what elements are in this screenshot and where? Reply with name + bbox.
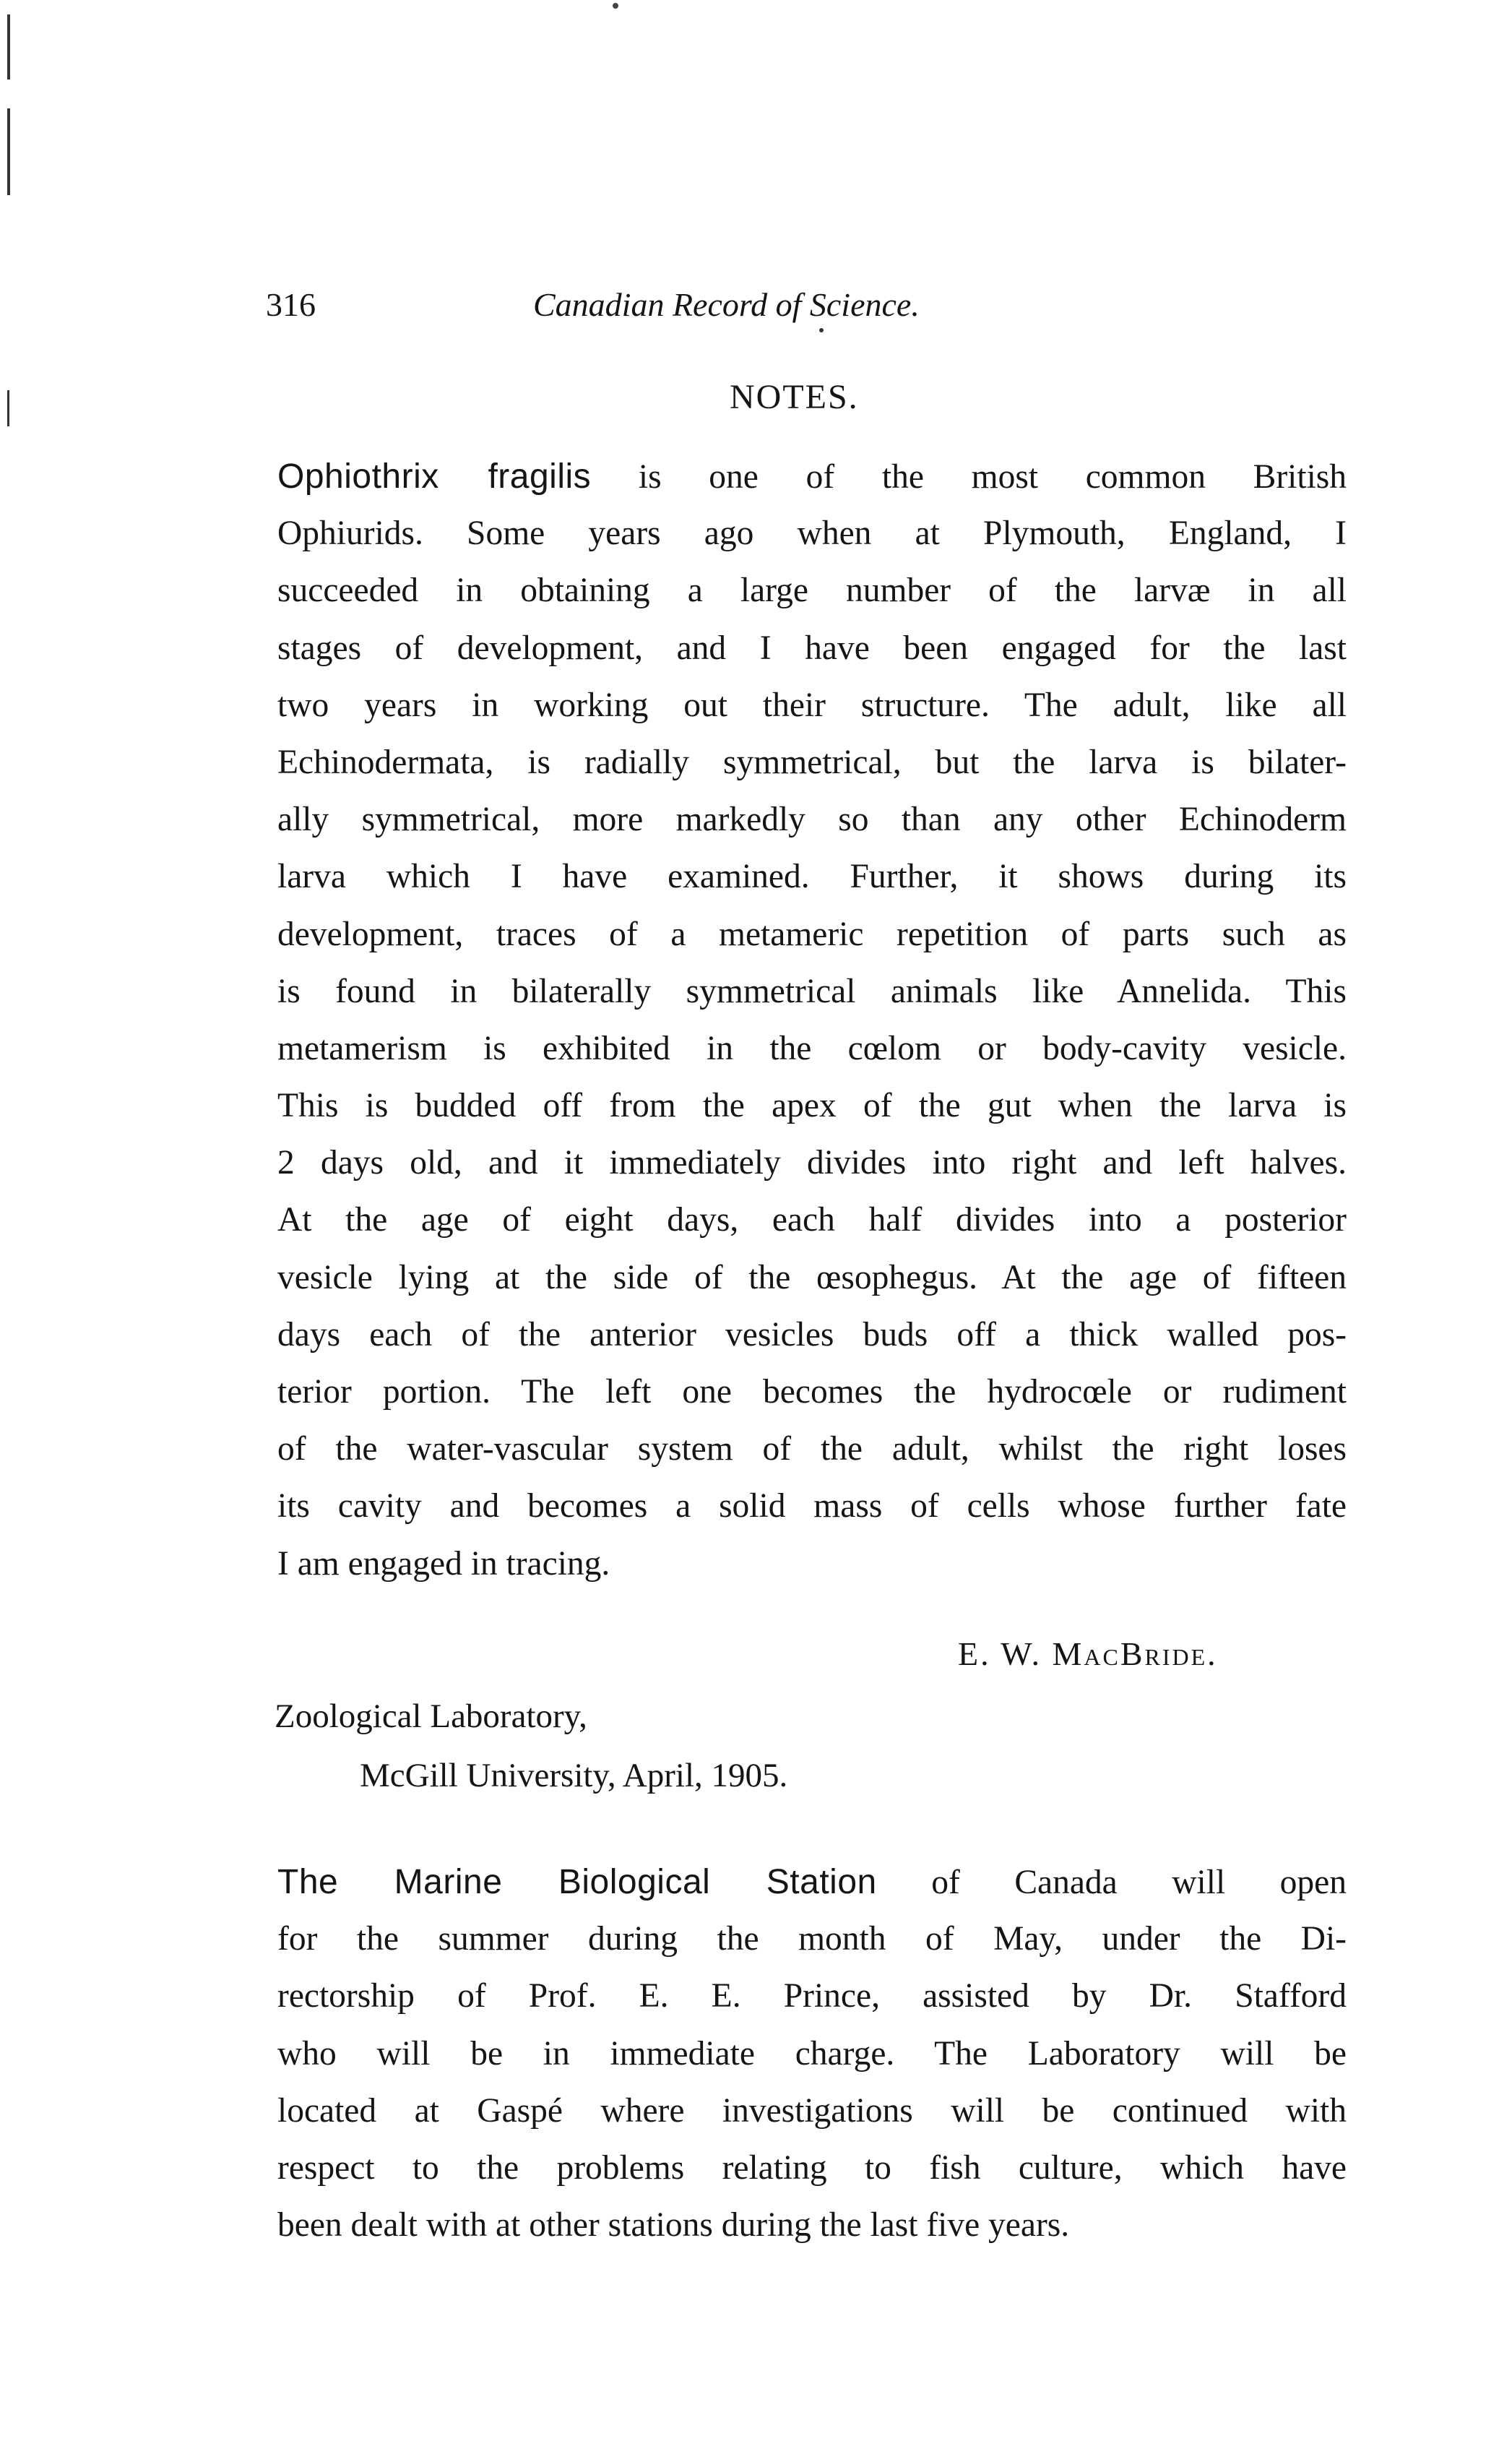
text-line: 2 days old, and it immediately divides into right and left halves. bbox=[277, 1144, 1347, 1182]
ink-speck bbox=[613, 3, 618, 9]
binding-edge-mark bbox=[7, 14, 10, 79]
text-line: succeeded in obtaining a large number of the larvæ in all bbox=[277, 572, 1347, 610]
text-line: This is budded off from the apex of the gut when the larva is bbox=[277, 1087, 1347, 1125]
text-line: larva which I have examined. Further, it shows during its bbox=[277, 858, 1347, 896]
affiliation-line: Zoological Laboratory, bbox=[275, 1697, 587, 1735]
text-line: rectorship of Prof. E. E. Prince, assisted by Dr. Stafford bbox=[277, 1977, 1347, 2015]
affiliation-line: McGill University, April, 1905. bbox=[360, 1757, 788, 1794]
text-line: days each of the anterior vesicles buds off a thick walled pos- bbox=[277, 1315, 1347, 1353]
text-line: stages of development, and I have been engaged for the last bbox=[277, 629, 1347, 667]
binding-edge-mark bbox=[7, 108, 10, 195]
lead-term: Ophiothrix fragilis bbox=[277, 457, 592, 496]
text-line: metamerism is exhibited in the cœlom or body-cavity vesicle. bbox=[277, 1029, 1347, 1067]
text-line: been dealt with at other stations during the last five years. bbox=[277, 2206, 1070, 2244]
text-line: At the age of eight days, each half divides into a posterior bbox=[277, 1201, 1347, 1239]
text-line: I am engaged in tracing. bbox=[277, 1544, 610, 1583]
page-number: 316 bbox=[266, 286, 316, 323]
text-line: located at Gaspé where investigations will be continued with bbox=[277, 2091, 1347, 2130]
text-line: Ophiothrix fragilis is one of the most common British bbox=[277, 457, 1347, 496]
text-line: its cavity and becomes a solid mass of cells whose further fate bbox=[277, 1487, 1347, 1525]
text-line: Echinodermata, is radially symmetrical, but the larva is bilater- bbox=[277, 743, 1347, 781]
text-line: who will be in immediate charge. The Laboratory will be bbox=[277, 2034, 1347, 2073]
binding-edge-mark bbox=[7, 390, 9, 426]
ink-speck bbox=[819, 328, 824, 332]
text-line: terior portion. The left one becomes the hydrocœle or rudiment bbox=[277, 1373, 1347, 1411]
text-line: respect to the problems relating to fish culture, which have bbox=[277, 2148, 1347, 2187]
text-line: ally symmetrical, more markedly so than any other Echinoderm bbox=[277, 801, 1347, 839]
lead-term: The Marine Biological Station bbox=[277, 1863, 877, 1901]
running-head bbox=[266, 285, 1349, 336]
text-line: vesicle lying at the side of the œsophegus. At the age of fifteen bbox=[277, 1258, 1347, 1296]
section-heading: NOTES. bbox=[730, 378, 859, 416]
text-line: development, traces of a metameric repetition of parts such as bbox=[277, 915, 1347, 953]
author-signature: E. W. MacBride. bbox=[958, 1635, 1218, 1672]
text-line: Ophiurids. Some years ago when at Plymouth, England, I bbox=[277, 515, 1347, 553]
journal-title: Canadian Record of Science. bbox=[533, 286, 920, 323]
text-line: of the water-vascular system of the adult, whilst the right loses bbox=[277, 1430, 1347, 1468]
text-line: The Marine Biological Station of Canada will open bbox=[277, 1863, 1347, 1901]
note-marine-station bbox=[277, 1854, 1347, 2254]
text-line: is found in bilaterally symmetrical animals like Annelida. This bbox=[277, 972, 1347, 1010]
note-ophiothrix bbox=[277, 448, 1347, 1593]
text-line: for the summer during the month of May, under the Di- bbox=[277, 1920, 1347, 1958]
text-line: two years in working out their structure. The adult, like all bbox=[277, 686, 1347, 724]
